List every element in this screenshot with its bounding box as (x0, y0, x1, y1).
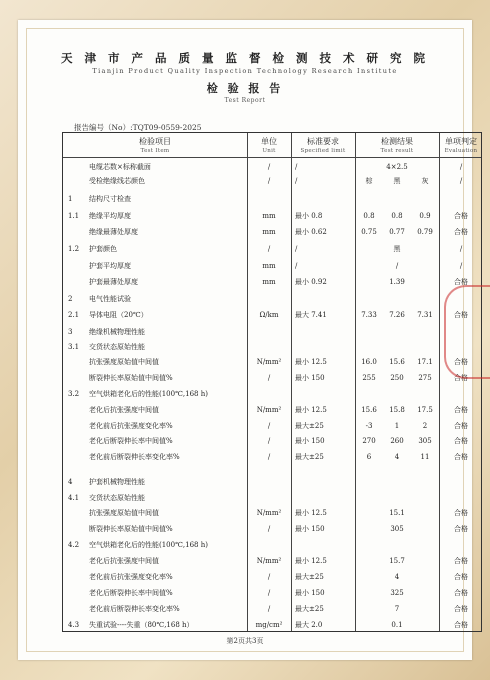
cell-item: 绝缘平均厚度 (89, 212, 131, 220)
cell-eval: 合格 (454, 311, 468, 319)
table-row (63, 555, 481, 568)
cell-r3: 17.1 (417, 358, 433, 366)
col-header-spec: 标准要求 Specified limit (300, 137, 346, 154)
col-header-unit: 单位 Unit (261, 137, 277, 154)
cell-num: 2 (68, 295, 73, 303)
cell-num: 1.1 (68, 212, 80, 220)
cell-r2: 7.26 (389, 311, 405, 319)
cell-all: 0.1 (391, 621, 403, 629)
cell-item: 绝缘最薄处厚度 (89, 228, 138, 236)
cell-spec: / (295, 163, 298, 171)
cell-spec: 最小 150 (295, 525, 325, 533)
cell-item: 老化后抗张强度中间值 (89, 406, 159, 414)
table-row (63, 175, 481, 188)
cell-eval: / (459, 262, 463, 270)
cell-unit: / (267, 525, 271, 533)
cell-item: 老化前后断裂伸长率变化率% (89, 605, 180, 613)
cell-spec: 最大±25 (295, 605, 324, 613)
cell-unit: / (267, 422, 271, 430)
cell-item: 护套平均厚度 (89, 262, 131, 270)
cell-item: 老化后断裂伸长率中间值% (89, 437, 173, 445)
cell-eval: 合格 (454, 228, 468, 236)
cell-spec: 最小 12.5 (295, 358, 327, 366)
cell-r3: 灰 (421, 177, 429, 185)
cell-item: 断裂伸长率原始值中间值% (89, 525, 173, 533)
cell-spec: 最小 12.5 (295, 509, 327, 517)
cell-num: 3.2 (68, 390, 80, 398)
red-seal-stamp (444, 285, 490, 379)
cell-all: 305 (390, 525, 404, 533)
cell-item: 电气性能试验 (89, 295, 131, 303)
cell-r1: 255 (362, 374, 376, 382)
cell-r1: 15.6 (361, 406, 377, 414)
cell-eval: 合格 (454, 212, 468, 220)
cell-eval: 合格 (454, 437, 468, 445)
cell-r1: 棕 (365, 177, 373, 185)
report-number: 报告编号（No）:TQT09-0559-2025 (74, 123, 202, 132)
table-row (63, 619, 481, 632)
cell-num: 4.3 (68, 621, 80, 629)
table-row (63, 326, 481, 339)
table-row (63, 523, 481, 536)
cell-eval: 合格 (454, 509, 468, 517)
cell-r3: 11 (420, 453, 430, 461)
cell-r1: 270 (362, 437, 376, 445)
institute-title: 天 津 市 产 品 质 量 监 督 检 测 技 术 研 究 院 (60, 51, 430, 65)
cell-r3: 305 (418, 437, 432, 445)
table-row (63, 260, 481, 273)
cell-item: 绝缘机械物理性能 (89, 328, 145, 336)
table-row (63, 193, 481, 206)
table-row (63, 309, 481, 322)
cell-num: 4 (68, 478, 73, 486)
cell-eval: 合格 (454, 621, 468, 629)
cell-all: 15.7 (389, 557, 405, 565)
cell-spec: 最小 12.5 (295, 406, 327, 414)
cell-item: 护套机械物理性能 (89, 478, 145, 486)
cell-item: 老化前后抗张强度变化率% (89, 422, 173, 430)
results-table (62, 132, 482, 632)
cell-spec: 最小 150 (295, 374, 325, 382)
cell-item: 空气烘箱老化后的性能(100℃,168 h) (89, 390, 208, 398)
cell-eval: 合格 (454, 589, 468, 597)
table-row (63, 507, 481, 520)
cell-r2: 1 (394, 422, 400, 430)
cell-item: 受检绝缘线芯颜色 (89, 177, 145, 185)
cell-unit: N/mm² (256, 557, 282, 565)
table-row (63, 404, 481, 417)
cell-num: 4.2 (68, 541, 80, 549)
cell-item: 老化后抗张强度中间值 (89, 557, 159, 565)
cell-spec: 最大±25 (295, 573, 324, 581)
table-row (63, 372, 481, 385)
cell-all: 4×2.5 (386, 163, 408, 171)
cell-item: 老化前后抗张强度变化率% (89, 573, 173, 581)
table-row (63, 388, 481, 401)
table-row (63, 161, 481, 174)
cell-unit: / (267, 245, 271, 253)
cell-r1: -3 (365, 422, 373, 430)
cell-spec: / (295, 177, 298, 185)
cell-all: 1.39 (389, 278, 405, 286)
header-divider (63, 157, 481, 158)
cell-r1: 0.75 (361, 228, 377, 236)
cell-item: 导体电阻（20℃） (89, 311, 148, 319)
cell-num: 1.2 (68, 245, 80, 253)
cell-spec: 最小 150 (295, 589, 325, 597)
col-header-item: 检验项目 Test Item (139, 137, 171, 154)
table-row (63, 293, 481, 306)
institute-title-en: Tianjin Product Quality Inspection Technology Research Institute (92, 67, 398, 75)
cell-eval: / (459, 177, 463, 185)
cell-unit: / (267, 453, 271, 461)
cell-unit: / (267, 437, 271, 445)
table-row (63, 356, 481, 369)
cell-item: 结构尺寸检查 (89, 195, 131, 203)
cell-item: 交货状态原始性能 (89, 494, 145, 502)
cell-num: 3 (68, 328, 73, 336)
table-row (63, 451, 481, 464)
cell-all: 325 (390, 589, 404, 597)
cell-spec: 最大±25 (295, 453, 324, 461)
cell-r2: 260 (390, 437, 404, 445)
report-title: 检 验 报 告 (206, 82, 284, 95)
cell-item: 失重试验----失重（80℃,168 h） (89, 621, 194, 629)
cell-r3: 7.31 (417, 311, 433, 319)
table-row (63, 226, 481, 239)
cell-r1: 6 (366, 453, 372, 461)
cell-r2: 250 (390, 374, 404, 382)
cell-eval: 合格 (454, 358, 468, 366)
table-row (63, 243, 481, 256)
cell-item: 电缆芯数×标称截面 (89, 163, 151, 171)
cell-spec: 最小 12.5 (295, 557, 327, 565)
col-header-result: 检测结果 Test result (380, 137, 414, 154)
cell-r2: 黑 (393, 177, 401, 185)
cell-r1: 7.33 (361, 311, 377, 319)
cell-spec: 最小 0.8 (295, 212, 323, 220)
cell-eval: / (459, 245, 463, 253)
cell-item: 断裂伸长率原始值中间值% (89, 374, 173, 382)
report-page (18, 20, 478, 660)
cell-r2: 15.6 (389, 358, 405, 366)
table-row (63, 571, 481, 584)
cell-spec: / (295, 262, 298, 270)
cell-unit: / (267, 374, 271, 382)
cell-unit: N/mm² (256, 509, 282, 517)
cell-item: 交货状态原始性能 (89, 343, 145, 351)
cell-num: 2.1 (68, 311, 80, 319)
cell-r3: 0.79 (417, 228, 433, 236)
cell-unit: / (267, 177, 271, 185)
cell-all: 4 (394, 573, 400, 581)
report-title-en: Test Report (224, 97, 266, 104)
cell-r2: 4 (394, 453, 400, 461)
cell-unit: Ω/km (259, 311, 279, 319)
cell-item: 护套最薄处厚度 (89, 278, 138, 286)
cell-spec: 最小 0.92 (295, 278, 327, 286)
cell-eval: 合格 (454, 557, 468, 565)
cell-spec: 最小 150 (295, 437, 325, 445)
cell-item: 老化前后断裂伸长率变化率% (89, 453, 180, 461)
cell-item: 护套颜色 (89, 245, 117, 253)
cell-unit: N/mm² (256, 358, 282, 366)
cell-r3: 2 (422, 422, 428, 430)
table-row (63, 539, 481, 552)
cell-eval: 合格 (454, 374, 468, 382)
cell-all: 黑 (393, 245, 401, 253)
cell-num: 4.1 (68, 494, 80, 502)
cell-unit: / (267, 163, 271, 171)
cell-r2: 0.77 (389, 228, 405, 236)
cell-all: 7 (394, 605, 400, 613)
cell-unit: mm (262, 228, 276, 236)
cell-unit: mg/cm² (255, 621, 283, 629)
cell-unit: mm (262, 212, 276, 220)
cell-all: / (395, 262, 399, 270)
cell-all: 15.1 (389, 509, 405, 517)
table-row (63, 276, 481, 289)
cell-num: 3.1 (68, 343, 80, 351)
cell-spec: 最大 7.41 (295, 311, 327, 319)
cell-eval: 合格 (454, 525, 468, 533)
cell-item: 空气烘箱老化后的性能(100℃,168 h) (89, 541, 208, 549)
cell-eval: 合格 (454, 406, 468, 414)
cell-item: 抗张强度原始值中间值 (89, 509, 159, 517)
cell-r1: 16.0 (361, 358, 377, 366)
cell-unit: N/mm² (256, 406, 282, 414)
cell-r3: 17.5 (417, 406, 433, 414)
cell-spec: 最小 0.62 (295, 228, 327, 236)
cell-eval: 合格 (454, 605, 468, 613)
cell-eval: / (459, 163, 463, 171)
table-row (63, 603, 481, 616)
cell-r1: 0.8 (363, 212, 375, 220)
table-row (63, 587, 481, 600)
cell-eval: 合格 (454, 422, 468, 430)
cell-r2: 0.8 (391, 212, 403, 220)
page-number: 第2页共3页 (226, 637, 264, 645)
cell-item: 抗张强度原始值中间值 (89, 358, 159, 366)
cell-item: 老化后断裂伸长率中间值% (89, 589, 173, 597)
cell-r3: 275 (418, 374, 432, 382)
table-row (63, 435, 481, 448)
cell-unit: mm (262, 262, 276, 270)
cell-unit: / (267, 605, 271, 613)
cell-unit: / (267, 573, 271, 581)
table-row (63, 492, 481, 505)
cell-eval: 合格 (454, 453, 468, 461)
cell-num: 1 (68, 195, 73, 203)
cell-eval: 合格 (454, 278, 468, 286)
col-header-eval: 单项判定 Evaluation (444, 137, 478, 154)
cell-unit: / (267, 589, 271, 597)
table-row (63, 476, 481, 489)
cell-unit: mm (262, 278, 276, 286)
table-row (63, 420, 481, 433)
table-row (63, 210, 481, 223)
cell-eval: 合格 (454, 573, 468, 581)
table-row (63, 341, 481, 354)
cell-r3: 0.9 (419, 212, 431, 220)
cell-r2: 15.8 (389, 406, 405, 414)
cell-spec: 最大 2.0 (295, 621, 323, 629)
cell-spec: 最大±25 (295, 422, 324, 430)
cell-spec: / (295, 245, 298, 253)
